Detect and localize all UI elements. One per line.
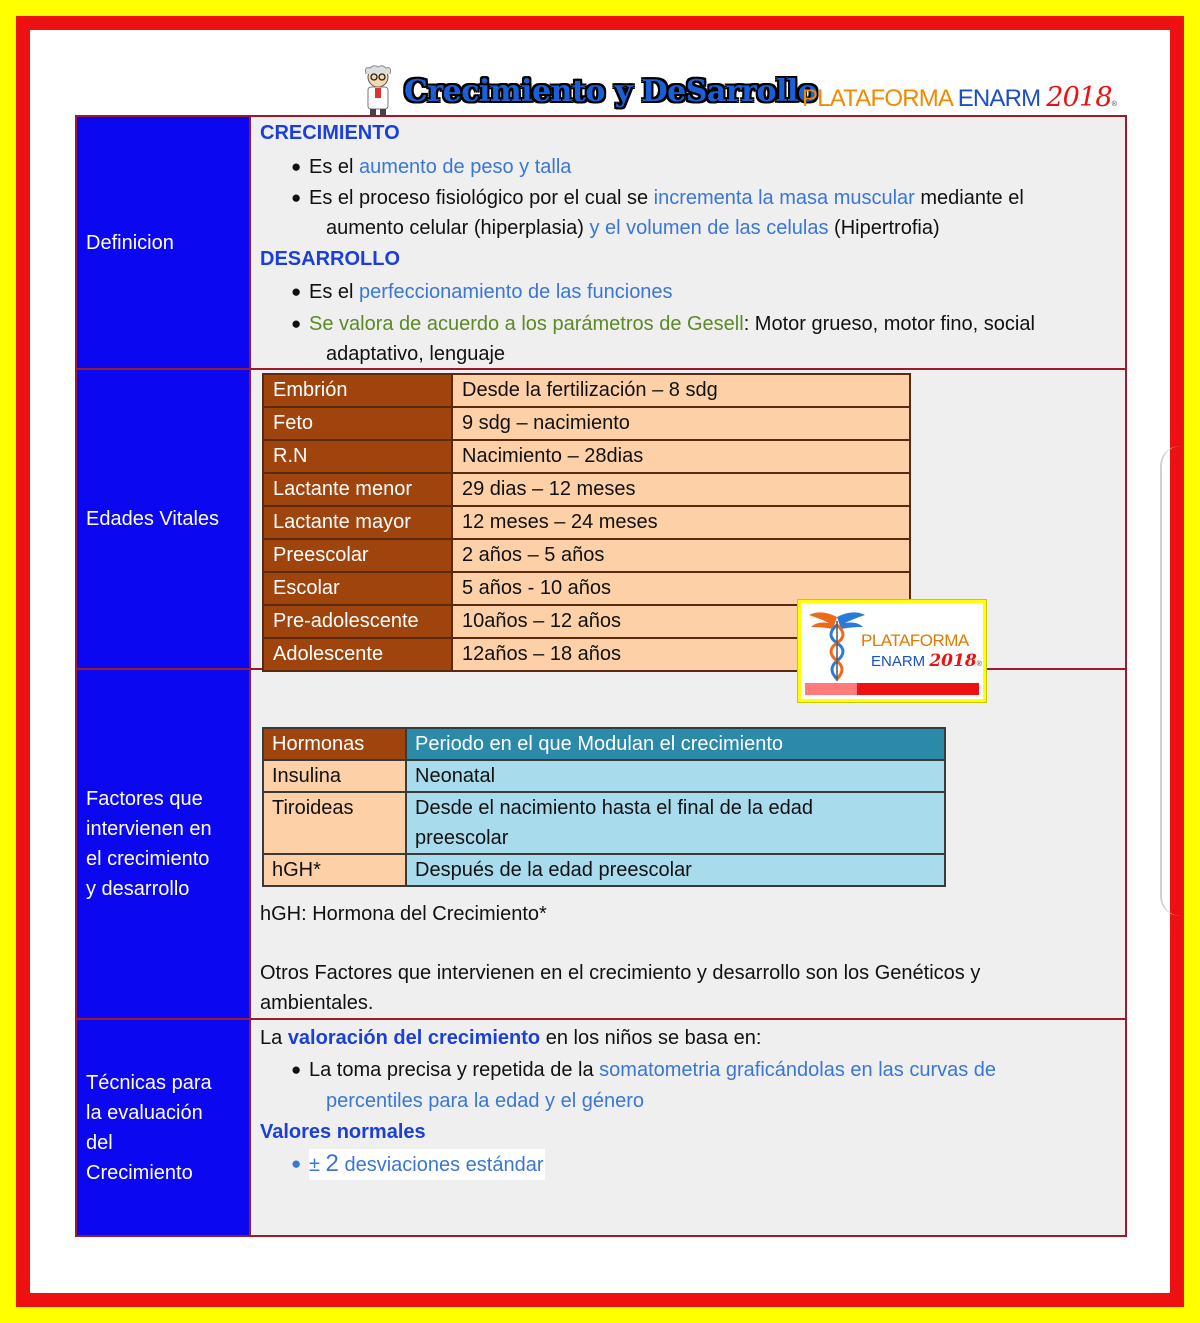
logo-registered-mark: ® [976,661,982,668]
crecimiento-bullet-2 [309,183,1024,213]
bullet-icon: ● [291,314,302,333]
label-line: Factores que [86,788,203,810]
deviation-count: 2 [325,1150,339,1177]
table-row [263,440,910,473]
table-row [263,539,910,572]
desarrollo-bullet-2-line2: adaptativo, lenguaje [326,343,506,365]
brand-wordmark [802,82,1116,113]
table-header-row [263,728,945,760]
text-run: Motor grueso, motor fino, social [749,313,1035,335]
otros-factores-line2: ambientales. [260,992,374,1014]
hgh-footnote: hGH: Hormona del Crecimiento* [260,903,547,925]
header-hormonas: Hormonas [263,728,406,760]
logo-plataforma-text: PLATAFORMA [861,631,969,650]
logo-enarm-text [871,651,982,671]
stage-name: Preescolar [263,539,452,572]
document-title: Crecimiento y DeSarrollo [404,74,818,109]
row-tecnicas [77,1020,1125,1235]
highlight-text: y el volumen de las celulas [589,217,829,239]
table-row [263,506,910,539]
crecimiento-heading: CRECIMIENTO [260,122,400,144]
table-row [263,473,910,506]
bullet-icon: ● [291,1060,302,1079]
stage-range: 5 años - 10 años [452,572,910,605]
crecimiento-bullet-2-line2 [326,213,940,243]
label-tecnicas [77,1020,251,1235]
text-run: ENARM [871,653,926,670]
table-row [263,854,945,886]
stage-range: 2 años – 5 años [452,539,910,572]
stage-name: Adolescente [263,638,452,671]
scroll-edge-indicator [1160,446,1190,916]
bullet-icon: ● [291,282,302,301]
period-line: preescolar [415,827,509,849]
text-run: : [743,313,750,335]
plataforma-enarm-logo [798,600,986,702]
hormone-name: Tiroideas [263,792,406,854]
text-run: en los niños se basa en: [540,1027,762,1049]
text-run: ± [309,1154,326,1176]
table-row [263,792,945,854]
label-factores [77,670,251,1018]
stage-name: Escolar [263,572,452,605]
hormone-period [406,792,945,854]
logo-pink-bar [805,683,857,695]
tecnicas-bullet-1 [309,1055,996,1085]
text-run: Es el [309,156,360,178]
otros-factores-line1: Otros Factores que intervienen en el crecimiento y desarrollo son los Genéticos y [260,962,981,984]
text-run: (Hipertrofia) [828,217,940,239]
valores-normales-heading: Valores normales [260,1121,426,1143]
crecimiento-bullet-1 [309,152,571,182]
stage-range: 9 sdg – nacimiento [452,407,910,440]
highlight-text: Se valora de acuerdo a los parámetros de Gesell [309,313,744,335]
label-line: y desarrollo [86,878,190,900]
hormone-period: Neonatal [406,760,945,792]
text-run: Es el proceso fisiológico por el cual se [309,187,654,209]
stage-range: 12 meses – 24 meses [452,506,910,539]
professor-mascot-icon [356,64,400,116]
desarrollo-bullet-2 [309,309,1035,339]
label-definicion: Definicion [77,117,251,368]
row-definicion [77,117,1125,370]
logo-year: 2018 [929,651,977,671]
brand-plataforma: PLATAFORMA [802,85,952,112]
label-line: intervienen en [86,818,212,840]
bullet-icon: ● [291,188,302,207]
factores-content [251,670,1125,1018]
tecnicas-intro [260,1023,761,1053]
text-run: La [260,1027,288,1049]
stage-name: R.N [263,440,452,473]
document-header [356,64,1116,116]
label-line: el crecimiento [86,848,210,870]
tecnicas-content [251,1020,1125,1235]
bullet-icon: ● [291,157,302,176]
label-line: Técnicas para [86,1071,212,1094]
stage-range: 12años – 18 años [452,638,910,671]
edades-content [251,370,1125,668]
label-edades-vitales: Edades Vitales [77,370,251,668]
highlight-text: perfeccionamiento de las funciones [359,281,673,303]
text-run: desviaciones estándar [338,1154,544,1176]
hormone-name: hGH* [263,854,406,886]
stage-range: 29 dias – 12 meses [452,473,910,506]
highlight-text: aumento de peso y talla [359,156,572,178]
row-factores [77,670,1125,1020]
text-run: aumento celular (hiperplasia) [326,217,590,239]
table-row [263,407,910,440]
period-line: Desde el nacimiento hasta el final de la edad [415,797,814,819]
stage-name: Feto [263,407,452,440]
stage-range: Desde la fertilización – 8 sdg [452,374,910,407]
table-row [263,374,910,407]
desarrollo-bullet-1 [309,277,673,307]
highlight-text: somatometria graficándolas en las curvas de [599,1059,997,1081]
hormonas-table [262,727,946,887]
hormone-period: Después de la edad preescolar [406,854,945,886]
stage-name: Lactante menor [263,473,452,506]
desarrollo-heading: DESARROLLO [260,248,400,270]
stage-name: Pre-adolescente [263,605,452,638]
brand-registered-mark: ® [1111,101,1117,108]
definicion-content [251,117,1125,368]
brand-year: 2018 [1046,82,1112,113]
highlight-text: incrementa la masa muscular [653,187,915,209]
text-run: mediante el [914,187,1024,209]
stage-name: Lactante mayor [263,506,452,539]
caduceus-icon [807,607,867,683]
text-run: La toma precisa y repetida de la [309,1059,600,1081]
label-line: del [86,1131,113,1154]
label-line: la evaluación [86,1101,203,1124]
highlight-text: valoración del crecimiento [287,1027,541,1049]
label-line: Crecimiento [86,1161,193,1184]
stage-range: 10años – 12 años [452,605,910,638]
valores-normales-bullet [309,1149,545,1180]
tecnicas-bullet-1-line2: percentiles para la edad y el género [326,1090,644,1112]
header-periodo: Periodo en el que Modulan el crecimiento [406,728,945,760]
table-row [263,760,945,792]
stage-range: Nacimiento – 28dias [452,440,910,473]
text-run: Es el [309,281,360,303]
hormone-name: Insulina [263,760,406,792]
bullet-icon: ● [291,1154,302,1173]
brand-enarm: ENARM [957,85,1041,112]
stage-name: Embrión [263,374,452,407]
